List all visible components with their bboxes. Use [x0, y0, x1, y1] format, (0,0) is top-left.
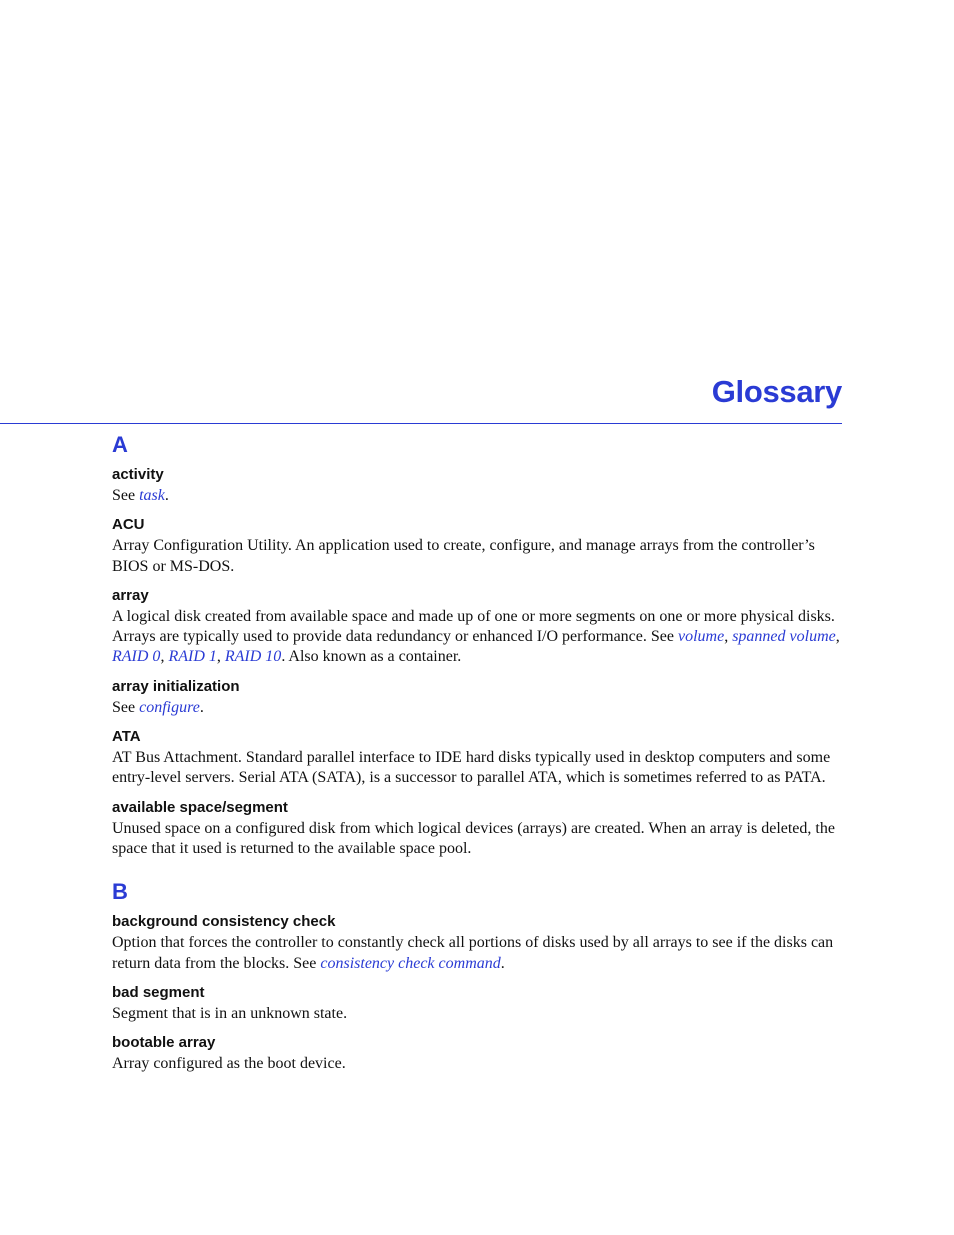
glossary-definition: Segment that is in an unknown state.: [112, 1004, 348, 1022]
glossary-definition: See task.: [112, 487, 169, 504]
glossary-definition: Option that forces the controller to constantly check all portions of disks used by all arrays to see if the disks can return data from the blocks. See consistency check command.: [112, 934, 834, 972]
cross-reference-link[interactable]: RAID 0: [112, 648, 161, 666]
title-divider: [0, 423, 842, 424]
page-title: Glossary: [711, 374, 842, 409]
glossary-definition: Unused space on a configured disk from which logical devices (arrays) are created. When an array is deleted, the space that it used is returned to the available space pool.: [112, 819, 835, 857]
glossary-content: [112, 430, 842, 1074]
glossary-definition: Array Configuration Utility. An application used to create, configure, and manage arrays from the controller’s BIOS or MS-DOS.: [112, 537, 815, 575]
glossary-term: bootable array: [112, 1034, 216, 1052]
glossary-definition: See configure.: [112, 698, 204, 716]
glossary-entry: [112, 677, 842, 718]
glossary-term: array initialization: [112, 677, 240, 695]
cross-reference-link[interactable]: consistency check command: [320, 954, 501, 972]
cross-reference-link[interactable]: volume: [677, 628, 725, 646]
cross-reference-link[interactable]: RAID 1: [168, 648, 217, 666]
glossary-definition: Array configured as the boot device.: [112, 1055, 346, 1073]
glossary-term: activity: [112, 466, 164, 483]
cross-reference-link[interactable]: spanned volume: [732, 628, 836, 646]
cross-reference-link[interactable]: configure: [139, 698, 200, 716]
glossary-term: background consistency check: [112, 913, 336, 931]
cross-reference-link[interactable]: RAID 10: [224, 648, 282, 666]
glossary-entry: [112, 586, 842, 668]
glossary-entry: [112, 798, 842, 860]
glossary-term: bad segment: [112, 983, 205, 1001]
glossary-definition: AT Bus Attachment. Standard parallel interface to IDE hard disks typically used in desktop computers and some entry-level servers. Serial ATA (SATA), is a successor to parallel ATA, which is sometimes referred to as PATA.: [112, 749, 831, 787]
glossary-definition: A logical disk created from available space and made up of one or more segments on one or more physical disks. Arrays are typically used to provide data redundancy or enhanced I/O performance. See volume, spanned volume, RAID 0, RAID 1, RAID 10. Also known as a container.: [112, 607, 840, 666]
glossary-entry: [112, 465, 842, 506]
glossary-entry: [112, 912, 842, 974]
glossary-entry: [112, 983, 842, 1024]
section-letter-a: A: [112, 432, 128, 457]
cross-reference-link[interactable]: task: [139, 487, 165, 504]
glossary-entry: [112, 515, 842, 577]
glossary-entry: [112, 1033, 842, 1074]
glossary-term: ATA: [112, 728, 141, 746]
glossary-entry: [112, 727, 842, 789]
glossary-term: available space/segment: [112, 798, 288, 816]
glossary-term: array: [112, 586, 149, 604]
glossary-term: ACU: [112, 516, 145, 534]
section-letter-b: B: [112, 879, 128, 905]
